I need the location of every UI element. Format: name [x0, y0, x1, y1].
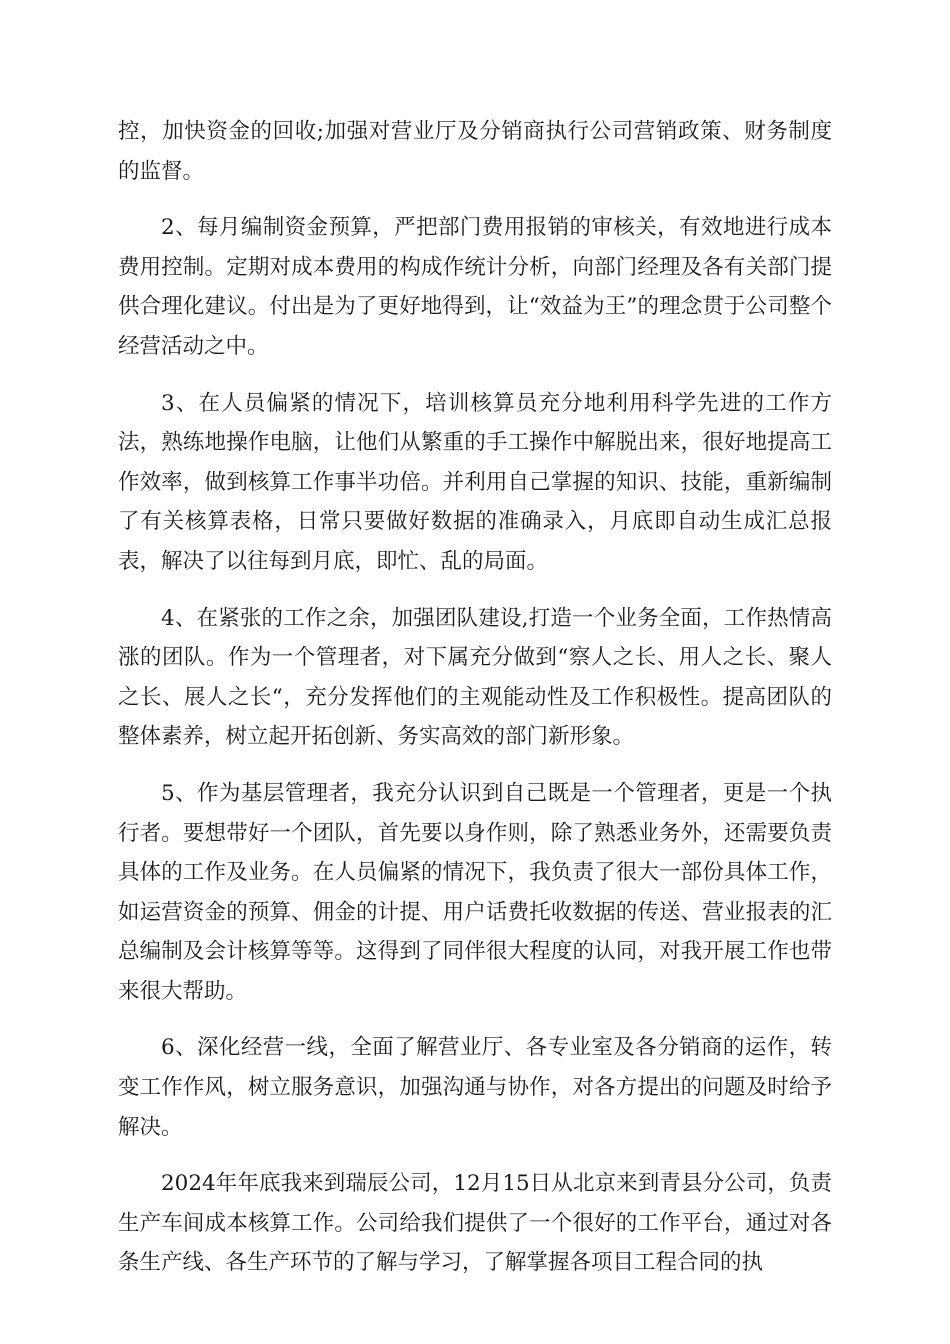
paragraph-4: 4、在紧张的工作之余，加强团队建设,打造一个业务全面，工作热情高涨的团队。作为一个管理者，对下属充分做到“察人之长、用人之长、聚人之长、展人之长“，充分发挥他们的主观能动性及工作积极性。提高团队的整体素养，树立起开拓创新、务实高效的部门新形象。 [118, 605, 832, 750]
paragraph-5: 5、作为基层管理者，我充分认识到自己既是一个管理者，更是一个执行者。要想带好一个团队，首先要以身作则，除了熟悉业务外，还需要负责具体的工作及业务。在人员偏紧的情况下，我负责了很大一部份具体工作，如运营资金的预算、佣金的计提、用户话费托收数据的传送、营业报表的汇总编制及会计核算等等。这得到了同伴很大程度的认同，对我开展工作也带来很大帮助。 [118, 780, 832, 1004]
paragraph-7: 2024年年底我来到瑞辰公司，12月15日从北京来到青县分公司，负责生产车间成本核算工作。公司给我们提供了一个很好的工作平台，通过对各条生产线、各生产环节的了解与学习，了解掌握各项目工程合同的执 [118, 1171, 832, 1276]
paragraph-6: 6、深化经营一线，全面了解营业厅、各专业室及各分销商的运作，转变工作作风，树立服务意识，加强沟通与协作，对各方提出的问题及时给予解决。 [118, 1035, 832, 1140]
paragraph-1: 控，加快资金的回收;加强对营业厅及分销商执行公司营销政策、财务制度的监督。 [118, 119, 832, 184]
document-body [118, 112, 832, 1300]
paragraph-2: 2、每月编制资金预算，严把部门费用报销的审核关，有效地进行成本费用控制。定期对成本费用的构成作统计分析，向部门经理及各有关部门提供合理化建议。付出是为了更好地得到，让“效益为王”的理念贯于公司整个经营活动之中。 [118, 215, 832, 359]
paragraph-3: 3、在人员偏紧的情况下，培训核算员充分地利用科学先进的工作方法，熟练地操作电脑，让他们从繁重的手工操作中解脱出来，很好地提高工作效率，做到核算工作事半功倍。并利用自己掌握的知识、技能，重新编制了有关核算表格，日常只要做好数据的准确录入，月底即自动生成汇总报表，解决了以往每到月底，即忙、乱的局面。 [118, 390, 832, 574]
